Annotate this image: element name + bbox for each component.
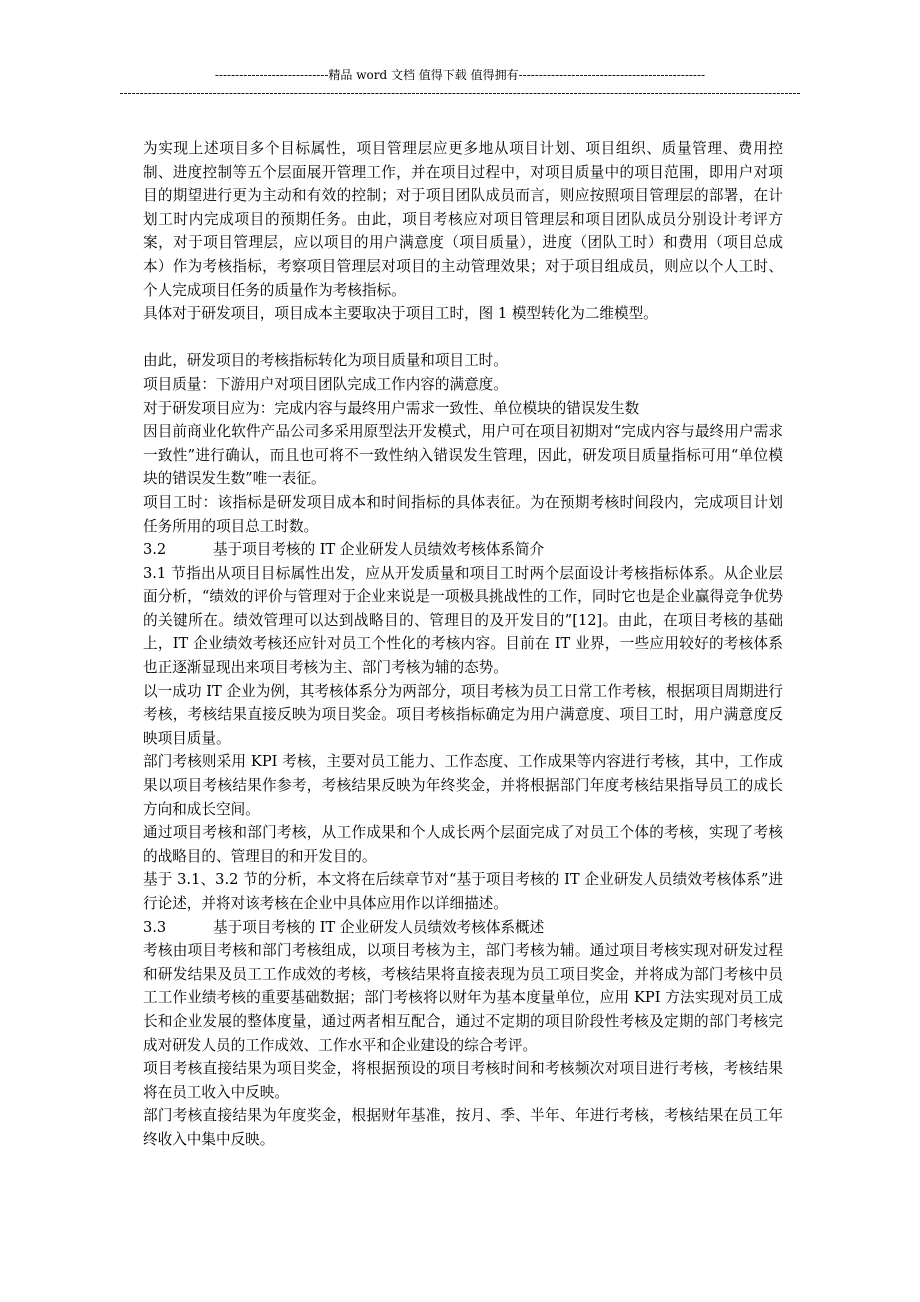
paragraph: 项目工时：该指标是研发项目成本和时间指标的具体表征。为在预期考核时间段内，完成项目计划任务所用的项目总工时数。 <box>143 493 783 535</box>
page-header <box>0 66 920 102</box>
paragraph: 考核由项目考核和部门考核组成，以项目考核为主，部门考核为辅。通过项目考核实现对研发过程和研发结果及员工工作成效的考核，考核结果将直接表现为员工项目奖金，并将成为部门考核中员工工作业绩考核的重要基础数据；部门考核将以财年为基本度量单位，应用 KPI 方法实现对员工成长和企业发展的整体度量，通过两者相互配合，通过不定期的项目阶段性考核及定期的部门考核完成对研发人员的工作成效、工作水平和企业建设的综合考评。 <box>143 942 783 1054</box>
paragraph: 通过项目考核和部门考核，从工作成果和个人成长两个层面完成了对员工个体的考核，实现了考核的战略目的、管理目的和开发目的。 <box>143 824 783 865</box>
section-heading-3-2 <box>143 538 783 562</box>
document-body <box>143 137 783 1152</box>
header-separator-line: ------------------------------------------------------------------------------------------------------------------------------------------------------------------------ <box>119 86 801 100</box>
paragraph: 由此，研发项目的考核指标转化为项目质量和项目工时。 <box>143 352 508 370</box>
paragraph: 具体对于研发项目，项目成本主要取决于项目工时，图 1 模型转化为二维模型。 <box>143 305 658 323</box>
paragraph: 部门考核直接结果为年度奖金，根据财年基准，按月、季、半年、年进行考核，考核结果在员工年终收入中集中反映。 <box>143 1107 783 1148</box>
section-title: 基于项目考核的 IT 企业研发人员绩效考核体系简介 <box>213 541 545 559</box>
paragraph: 为实现上述项目多个目标属性，项目管理层应更多地从项目计划、项目组织、质量管理、费用控制、进度控制等五个层面展开管理工作，并在项目过程中，对项目质量中的项目范围，即用户对项目的期望进行更为主动和有效的控制；对于项目团队成员而言，则应按照项目管理层的部署，在计划工时内完成项目的预期任务。由此，项目考核应对项目管理层和项目团队成员分别设计考评方案，对于项目管理层，应以项目的用户满意度（项目质量），进度（团队工时）和费用（项目总成本）作为考核指标，考察项目管理层对项目的主动管理效果；对于项目组成员，则应以个人工时、个人完成项目任务的质量作为考核指标。 <box>143 140 783 299</box>
paragraph: 对于研发项目应为：完成内容与最终用户需求一致性、单位模块的错误发生数 <box>143 399 640 417</box>
paragraph: 项目考核直接结果为项目奖金，将根据预设的项目考核时间和考核频次对项目进行考核，考核结果将在员工收入中反映。 <box>143 1060 783 1101</box>
blank-line <box>143 326 783 350</box>
header-watermark-line: ----------------------------精品 word 文档 值得下载 值得拥有---------------------------------------------- <box>214 68 706 82</box>
section-number: 3.2 <box>143 541 167 559</box>
paragraph: 基于 3.1、3.2 节的分析，本文将在后续章节对“基于项目考核的 IT 企业研发人员绩效考核体系”进行论述，并将对该考核在企业中具体应用作以详细描述。 <box>143 871 783 912</box>
section-title: 基于项目考核的 IT 企业研发人员绩效考核体系概述 <box>213 918 545 936</box>
paragraph: 部门考核则采用 KPI 考核，主要对员工能力、工作态度、工作成果等内容进行考核，其中，工作成果以项目考核结果作参考，考核结果反映为年终奖金，并将根据部门年度考核结果指导员工的成长方向和成长空间。 <box>143 753 783 818</box>
paragraph: 以一成功 IT 企业为例，其考核体系分为两部分，项目考核为员工日常工作考核，根据项目周期进行考核，考核结果直接反映为项目奖金。项目考核指标确定为用户满意度、项目工时，用户满意度反映项目质量。 <box>143 682 783 747</box>
paragraph: 因目前商业化软件产品公司多采用原型法开发模式，用户可在项目初期对“完成内容与最终用户需求一致性”进行确认，而且也可将不一致性纳入错误发生管理，因此，研发项目质量指标可用“单位模块的错误发生数”唯一表征。 <box>143 423 783 488</box>
paragraph: 项目质量：下游用户对项目团队完成工作内容的满意度。 <box>143 375 508 393</box>
paragraph: 3.1 节指出从项目目标属性出发，应从开发质量和项目工时两个层面设计考核指标体系。从企业层面分析，“绩效的评价与管理对于企业来说是一项极具挑战性的工作，同时它也是企业赢得竞争优势的关键所在。绩效管理可以达到战略目的、管理目的及开发目的”[12]。由此，在项目考核的基础上，IT 企业绩效考核还应针对员工个性化的考核内容。目前在 IT 业界，一些应用较好的考核体系也正逐渐显现出来项目考核为主、部门考核为辅的态势。 <box>143 564 783 677</box>
section-heading-3-3 <box>143 916 783 940</box>
section-number: 3.3 <box>143 918 167 936</box>
